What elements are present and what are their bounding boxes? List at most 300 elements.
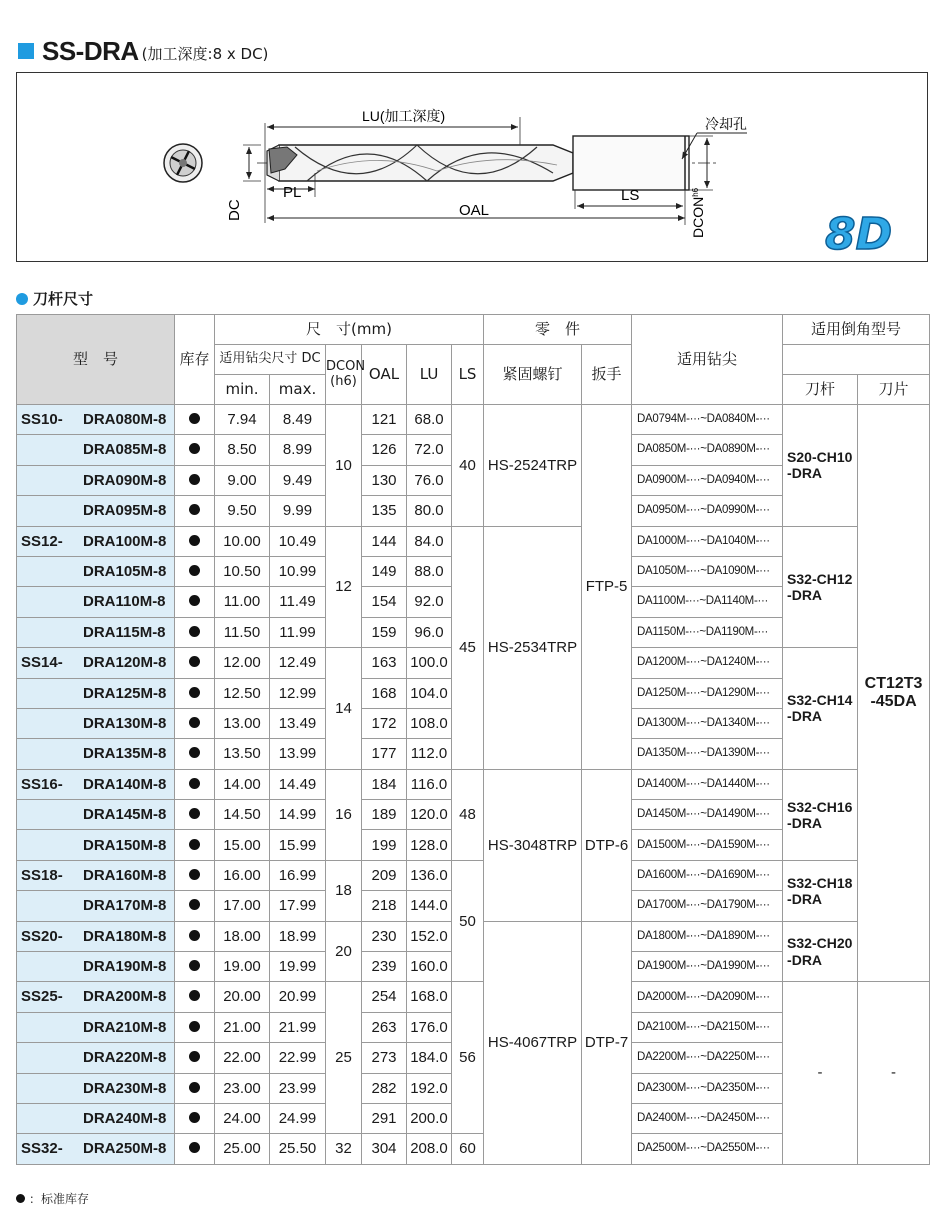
dcon-cell: 25 [326, 982, 362, 1134]
stock-cell [175, 982, 215, 1012]
max-cell: 14.49 [270, 769, 326, 799]
oal-cell: 282 [362, 1073, 407, 1103]
table-row [17, 405, 930, 435]
insert-l1: CT12T3 [864, 674, 923, 692]
chamfer-l2: -DRA [787, 814, 823, 831]
dcon-cell: 10 [326, 405, 362, 527]
tip-cell: DA1500M-···~DA1590M-··· [632, 830, 783, 860]
stock-dot-icon [16, 1194, 25, 1203]
8d-badge: 8D [825, 209, 893, 260]
min-cell: 10.50 [215, 556, 270, 586]
tip-cell: DA2300M-···~DA2350M-··· [632, 1073, 783, 1103]
min-cell: 13.50 [215, 739, 270, 769]
model-number: DRA115M-8 [83, 623, 166, 641]
chamfer-l1: S20-CH10 [787, 449, 853, 466]
max-cell: 10.99 [270, 556, 326, 586]
lu-cell: 168.0 [407, 982, 452, 1012]
lu-cell: 100.0 [407, 648, 452, 678]
header-model: 型 号 [17, 315, 175, 405]
tip-cell: DA0850M-···~DA0890M-··· [632, 435, 783, 465]
drill-drawing [17, 73, 929, 263]
footnote [16, 1190, 89, 1207]
chamfer-insert-cell [858, 405, 930, 982]
header-holder: 刀杆 [783, 375, 858, 405]
header-screw: 紧固螺钉 [484, 345, 582, 405]
dcon-label: $DCON^{h6}$ [690, 187, 706, 238]
lu-cell: 176.0 [407, 1012, 452, 1042]
ls-cell: 45 [452, 526, 484, 769]
max-cell: 21.99 [270, 1012, 326, 1042]
header-dimensions: 尺 寸(mm) [215, 315, 484, 345]
chamfer-insert-dash: - [858, 982, 930, 1164]
min-cell: 15.00 [215, 830, 270, 860]
max-cell: 10.49 [270, 526, 326, 556]
pl-label: PL [283, 184, 302, 201]
model-cell [17, 496, 175, 526]
model-number: DRA200M-8 [83, 988, 167, 1006]
oal-cell: 209 [362, 860, 407, 890]
chamfer-l2: -DRA [787, 586, 823, 603]
lu-cell: 80.0 [407, 496, 452, 526]
model-number: DRA220M-8 [83, 1049, 167, 1067]
stock-cell [175, 952, 215, 982]
oal-cell: 189 [362, 800, 407, 830]
header-dcon-text: DCON [326, 358, 366, 374]
tip-cell: DA0900M-···~DA0940M-··· [632, 465, 783, 495]
model-prefix: SS32- [21, 1140, 63, 1158]
stock-cell [175, 1103, 215, 1133]
stock-dot-icon [189, 1142, 200, 1153]
oal-cell: 239 [362, 952, 407, 982]
model-prefix [17, 958, 83, 975]
lu-cell: 200.0 [407, 1103, 452, 1133]
dcon-cell: 20 [326, 921, 362, 982]
model-prefix [17, 624, 83, 641]
stock-dot-icon [189, 1112, 200, 1123]
screw-cell: HS-2534TRP [484, 526, 582, 769]
stock-dot-icon [189, 960, 200, 971]
lu-cell: 128.0 [407, 830, 452, 860]
max-cell: 9.49 [270, 465, 326, 495]
model-number: DRA250M-8 [83, 1140, 167, 1158]
lu-cell: 88.0 [407, 556, 452, 586]
model-prefix [17, 472, 83, 489]
oal-cell: 304 [362, 1134, 407, 1164]
max-cell: 8.49 [270, 405, 326, 435]
lu-cell: 76.0 [407, 465, 452, 495]
min-cell: 14.00 [215, 769, 270, 799]
max-cell: 22.99 [270, 1043, 326, 1073]
model-number: DRA110M-8 [83, 593, 166, 611]
header-chamfer: 适用倒角型号 [783, 315, 930, 345]
max-cell: 13.99 [270, 739, 326, 769]
max-cell: 12.99 [270, 678, 326, 708]
stock-cell [175, 1012, 215, 1042]
stock-dot-icon [189, 1082, 200, 1093]
model-number: DRA140M-8 [83, 775, 167, 793]
tip-cell: DA1200M-···~DA1240M-··· [632, 648, 783, 678]
model-number: DRA150M-8 [83, 836, 167, 854]
tip-cell: DA1150M-···~DA1190M-··· [632, 617, 783, 647]
stock-cell [175, 526, 215, 556]
lu-label: LU(加工深度) [362, 108, 446, 124]
min-cell: 11.00 [215, 587, 270, 617]
wrench-cell: FTP-5 [582, 405, 632, 770]
tip-cell: DA0794M-···~DA0840M-··· [632, 405, 783, 435]
model-number: DRA230M-8 [83, 1079, 167, 1097]
stock-dot-icon [189, 443, 200, 454]
stock-cell [175, 587, 215, 617]
tip-cell: DA1900M-···~DA1990M-··· [632, 952, 783, 982]
stock-cell [175, 921, 215, 951]
model-cell [17, 648, 175, 678]
stock-dot-icon [189, 869, 200, 880]
min-cell: 24.00 [215, 1103, 270, 1133]
stock-cell [175, 435, 215, 465]
stock-cell [175, 678, 215, 708]
header-dcon-tol: (h6) [330, 373, 357, 389]
lu-cell: 160.0 [407, 952, 452, 982]
tip-cell: DA1300M-···~DA1340M-··· [632, 708, 783, 738]
dcon-cell: 32 [326, 1134, 362, 1164]
stock-dot-icon [189, 717, 200, 728]
oal-cell: 144 [362, 526, 407, 556]
model-cell [17, 800, 175, 830]
min-cell: 16.00 [215, 860, 270, 890]
stock-dot-icon [189, 778, 200, 789]
model-number: DRA180M-8 [83, 927, 167, 945]
model-cell [17, 526, 175, 556]
table-row [17, 982, 930, 1012]
stock-cell [175, 465, 215, 495]
model-prefix [17, 685, 83, 702]
stock-dot-icon [189, 899, 200, 910]
max-cell: 14.99 [270, 800, 326, 830]
min-cell: 13.00 [215, 708, 270, 738]
table-row [17, 860, 930, 890]
stock-cell [175, 830, 215, 860]
oal-cell: 154 [362, 587, 407, 617]
header-wrench: 扳手 [582, 345, 632, 405]
oal-cell: 273 [362, 1043, 407, 1073]
model-number: DRA190M-8 [83, 958, 167, 976]
model-cell [17, 1134, 175, 1164]
title-sub: (加工深度:8 x DC) [141, 44, 269, 63]
ls-cell: 48 [452, 769, 484, 860]
max-cell: 12.49 [270, 648, 326, 678]
lu-cell: 208.0 [407, 1134, 452, 1164]
model-number: DRA210M-8 [83, 1018, 167, 1036]
tip-cell: DA1450M-···~DA1490M-··· [632, 800, 783, 830]
chamfer-l1: S32-CH14 [787, 692, 853, 709]
model-number: DRA170M-8 [83, 897, 167, 915]
model-cell [17, 830, 175, 860]
model-number: DRA085M-8 [83, 441, 167, 459]
stock-dot-icon [189, 1051, 200, 1062]
model-cell [17, 708, 175, 738]
model-cell [17, 891, 175, 921]
stock-dot-icon [189, 747, 200, 758]
tip-cell: DA0950M-···~DA0990M-··· [632, 496, 783, 526]
max-cell: 11.99 [270, 617, 326, 647]
stock-cell [175, 1043, 215, 1073]
footnote-text: ：标准库存 [29, 1192, 90, 1206]
ls-label: LS [621, 187, 640, 204]
min-cell: 10.00 [215, 526, 270, 556]
chamfer-l1: S32-CH16 [787, 798, 853, 815]
table-row [17, 526, 930, 556]
header-stock: 库存 [175, 315, 215, 405]
model-prefix: SS20- [21, 927, 63, 945]
chamfer-l1: S32-CH20 [787, 935, 853, 952]
spec-table [16, 314, 930, 1165]
chamfer-l2: -DRA [787, 465, 823, 482]
screw-cell: HS-4067TRP [484, 921, 582, 1164]
lu-cell: 120.0 [407, 800, 452, 830]
lu-cell: 152.0 [407, 921, 452, 951]
model-prefix [17, 502, 83, 519]
max-cell: 24.99 [270, 1103, 326, 1133]
stock-cell [175, 496, 215, 526]
stock-cell [175, 860, 215, 890]
stock-dot-icon [189, 474, 200, 485]
chamfer-holder-cell [783, 769, 858, 860]
stock-dot-icon [189, 595, 200, 606]
model-cell [17, 860, 175, 890]
model-prefix: SS12- [21, 532, 63, 550]
section-title [16, 288, 93, 309]
model-prefix [17, 837, 83, 854]
drill-diagram [16, 72, 928, 262]
stock-cell [175, 739, 215, 769]
model-cell [17, 921, 175, 951]
stock-dot-icon [189, 626, 200, 637]
tip-cell: DA2500M-···~DA2550M-··· [632, 1134, 783, 1164]
stock-cell [175, 617, 215, 647]
model-prefix [17, 1110, 83, 1127]
header-parts: 零 件 [484, 315, 632, 345]
model-number: DRA160M-8 [83, 866, 167, 884]
wrench-cell: DTP-7 [582, 921, 632, 1164]
stock-cell [175, 708, 215, 738]
model-number: DRA095M-8 [83, 502, 167, 520]
stock-dot-icon [189, 413, 200, 424]
model-prefix [17, 1080, 83, 1097]
max-cell: 19.99 [270, 952, 326, 982]
lu-cell: 108.0 [407, 708, 452, 738]
tip-cell: DA1400M-···~DA1440M-··· [632, 769, 783, 799]
header-oal: OAL [362, 345, 407, 405]
tip-cell: DA1800M-···~DA1890M-··· [632, 921, 783, 951]
lu-cell: 136.0 [407, 860, 452, 890]
stock-dot-icon [189, 1021, 200, 1032]
dcon-cell: 14 [326, 648, 362, 770]
model-cell [17, 769, 175, 799]
chamfer-l2: -DRA [787, 708, 823, 725]
model-cell [17, 982, 175, 1012]
min-cell: 8.50 [215, 435, 270, 465]
max-cell: 11.49 [270, 587, 326, 617]
chamfer-l1: S32-CH18 [787, 874, 853, 891]
stock-dot-icon [189, 504, 200, 515]
model-number: DRA100M-8 [83, 532, 167, 550]
stock-dot-icon [189, 839, 200, 850]
min-cell: 9.50 [215, 496, 270, 526]
section-title-text: 刀杆尺寸 [33, 290, 94, 308]
min-cell: 9.00 [215, 465, 270, 495]
lu-cell: 104.0 [407, 678, 452, 708]
lu-cell: 116.0 [407, 769, 452, 799]
section-dot-icon [16, 293, 28, 305]
oal-cell: 254 [362, 982, 407, 1012]
oal-cell: 263 [362, 1012, 407, 1042]
model-cell [17, 1043, 175, 1073]
dcon-cell: 12 [326, 526, 362, 648]
lu-cell: 68.0 [407, 405, 452, 435]
header-ls: LS [452, 345, 484, 405]
tip-cell: DA1100M-···~DA1140M-··· [632, 587, 783, 617]
model-prefix: SS18- [21, 866, 63, 884]
oal-cell: 163 [362, 648, 407, 678]
lu-cell: 112.0 [407, 739, 452, 769]
max-cell: 25.50 [270, 1134, 326, 1164]
stock-dot-icon [189, 808, 200, 819]
min-cell: 20.00 [215, 982, 270, 1012]
oal-cell: 168 [362, 678, 407, 708]
chamfer-l2: -DRA [787, 951, 823, 968]
min-cell: 7.94 [215, 405, 270, 435]
lu-cell: 96.0 [407, 617, 452, 647]
model-cell [17, 435, 175, 465]
stock-cell [175, 648, 215, 678]
oal-cell: 130 [362, 465, 407, 495]
model-cell [17, 556, 175, 586]
model-prefix: SS25- [21, 988, 63, 1006]
model-number: DRA125M-8 [83, 684, 167, 702]
min-cell: 25.00 [215, 1134, 270, 1164]
table-row [17, 769, 930, 799]
chamfer-l1: S32-CH12 [787, 570, 853, 587]
dcon-cell: 16 [326, 769, 362, 860]
min-cell: 18.00 [215, 921, 270, 951]
wrench-cell: DTP-6 [582, 769, 632, 921]
title-square-icon [18, 43, 34, 59]
stock-dot-icon [189, 656, 200, 667]
end-view-icon [164, 144, 202, 182]
chamfer-holder-cell [783, 526, 858, 648]
stock-cell [175, 800, 215, 830]
stock-dot-icon [189, 535, 200, 546]
chamfer-l2: -DRA [787, 890, 823, 907]
chamfer-holder-cell [783, 860, 858, 921]
min-cell: 12.50 [215, 678, 270, 708]
lu-cell: 192.0 [407, 1073, 452, 1103]
model-number: DRA240M-8 [83, 1110, 167, 1128]
tip-cell: DA1250M-···~DA1290M-··· [632, 678, 783, 708]
chamfer-holder-cell [783, 405, 858, 527]
lu-cell: 184.0 [407, 1043, 452, 1073]
screw-cell: HS-3048TRP [484, 769, 582, 921]
coolant-label: 冷却孔 [705, 117, 747, 133]
header-dcon [326, 345, 366, 405]
model-number: DRA090M-8 [83, 471, 167, 489]
tip-cell: DA1050M-···~DA1090M-··· [632, 556, 783, 586]
min-cell: 12.00 [215, 648, 270, 678]
max-cell: 16.99 [270, 860, 326, 890]
max-cell: 17.99 [270, 891, 326, 921]
oal-cell: 149 [362, 556, 407, 586]
model-number: DRA135M-8 [83, 745, 167, 763]
model-cell [17, 587, 175, 617]
chamfer-holder-cell [783, 648, 858, 770]
model-cell [17, 678, 175, 708]
oal-cell: 184 [362, 769, 407, 799]
min-cell: 19.00 [215, 952, 270, 982]
screw-cell: HS-2524TRP [484, 405, 582, 527]
model-prefix [17, 745, 83, 762]
stock-dot-icon [189, 930, 200, 941]
model-cell [17, 617, 175, 647]
stock-cell [175, 405, 215, 435]
oal-cell: 218 [362, 891, 407, 921]
header-tip: 适用钻尖 [632, 315, 783, 405]
model-prefix: SS16- [21, 775, 63, 793]
model-prefix: SS14- [21, 654, 63, 672]
oal-cell: 121 [362, 405, 407, 435]
model-cell [17, 739, 175, 769]
tip-cell: DA1350M-···~DA1390M-··· [632, 739, 783, 769]
model-cell [17, 1103, 175, 1133]
title-main: SS-DRA [42, 35, 139, 66]
model-number: DRA130M-8 [83, 714, 167, 732]
oal-cell: 172 [362, 708, 407, 738]
oal-label: OAL [459, 202, 490, 219]
oal-cell: 126 [362, 435, 407, 465]
min-cell: 14.50 [215, 800, 270, 830]
ls-cell: 40 [452, 405, 484, 527]
max-cell: 18.99 [270, 921, 326, 951]
model-cell [17, 1012, 175, 1042]
stock-cell [175, 1073, 215, 1103]
tip-cell: DA1700M-···~DA1790M-··· [632, 891, 783, 921]
lu-cell: 144.0 [407, 891, 452, 921]
model-cell [17, 1073, 175, 1103]
page-title [18, 34, 268, 68]
min-cell: 23.00 [215, 1073, 270, 1103]
drill-body-icon [267, 136, 689, 190]
model-prefix [17, 1049, 83, 1066]
model-prefix [17, 806, 83, 823]
stock-dot-icon [189, 687, 200, 698]
max-cell: 13.49 [270, 708, 326, 738]
min-cell: 22.00 [215, 1043, 270, 1073]
model-cell [17, 405, 175, 435]
lu-cell: 72.0 [407, 435, 452, 465]
dc-label: DC [226, 199, 243, 221]
model-number: DRA080M-8 [83, 411, 167, 429]
model-prefix [17, 897, 83, 914]
stock-cell [175, 769, 215, 799]
model-prefix [17, 715, 83, 732]
max-cell: 23.99 [270, 1073, 326, 1103]
stock-cell [175, 1134, 215, 1164]
tip-cell: DA2200M-···~DA2250M-··· [632, 1043, 783, 1073]
oal-cell: 135 [362, 496, 407, 526]
header-chamfer-blank [783, 345, 930, 375]
header-drill-size: 适用钻尖尺寸 DC [215, 345, 326, 375]
model-cell [17, 465, 175, 495]
header-insert: 刀片 [858, 375, 930, 405]
